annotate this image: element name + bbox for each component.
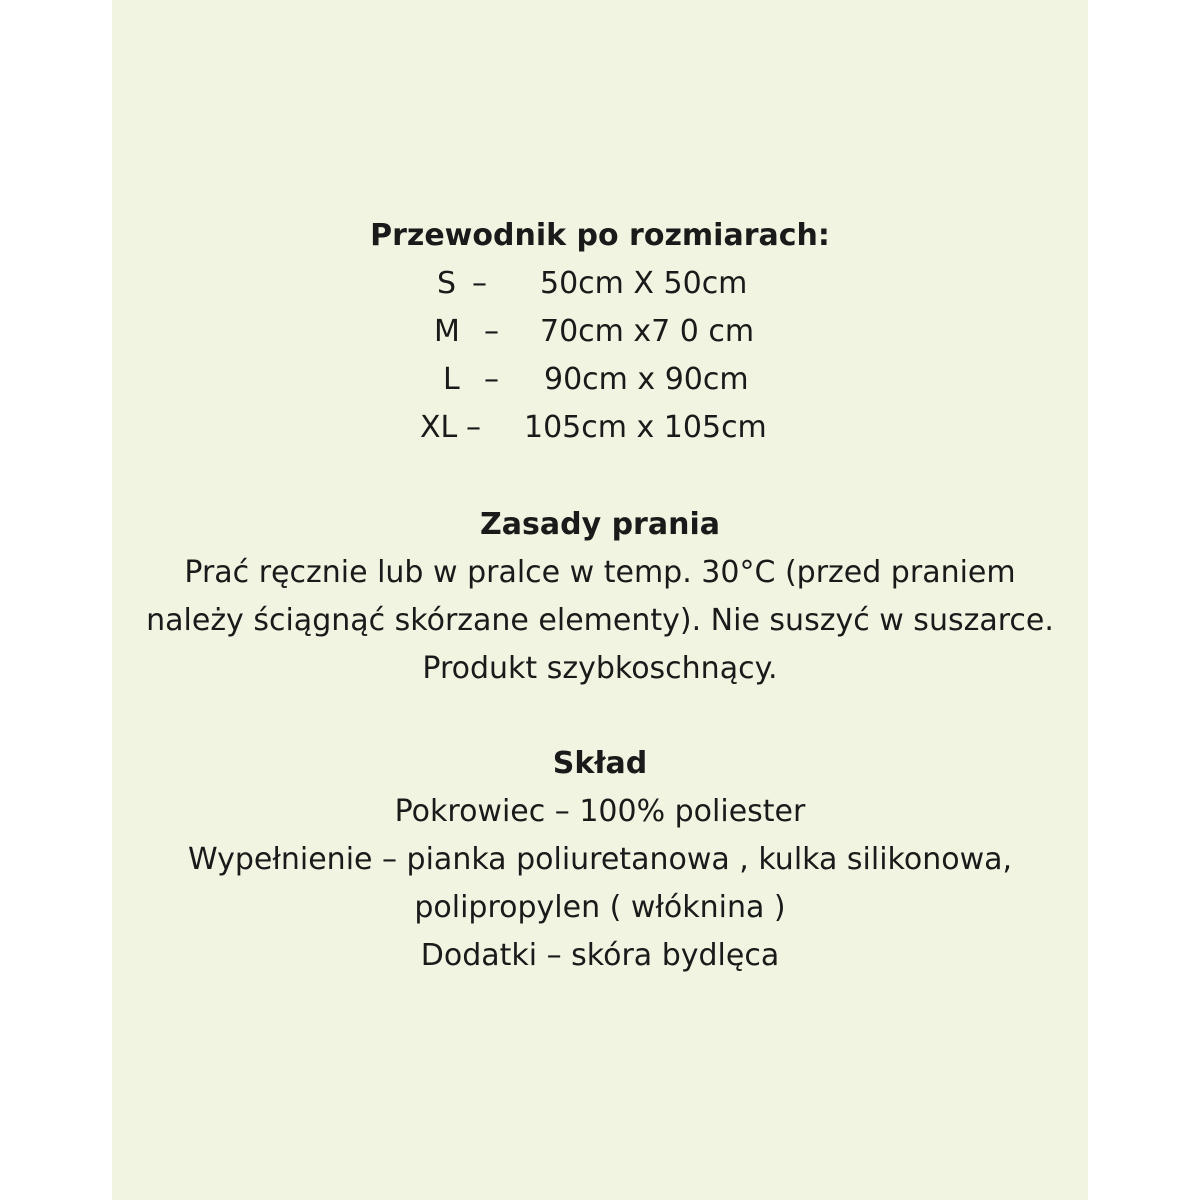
size-guide-heading: Przewodnik po rozmiarach: [370,218,830,253]
size-row-s [112,266,1088,302]
washing-line: należy ściągnąć skórzane elementy). Nie suszyć w suszarce. [146,603,1054,638]
size-row-m [112,314,1088,350]
size-dash: – [484,314,499,349]
size-dash: – [466,410,481,445]
composition-line: Dodatki – skóra bydlęca [420,938,780,973]
product-info-panel [112,0,1088,1200]
size-dimensions: 90cm x 90cm [544,362,749,397]
size-row-l [112,362,1088,398]
washing-line: Prać ręcznie lub w pralce w temp. 30°C (przed praniem [184,555,1016,590]
composition-line: Wypełnienie – pianka poliuretanowa , kulka silikonowa, [187,842,1013,877]
size-label: XL [420,410,458,445]
composition-line: Pokrowiec – 100% poliester [394,794,806,829]
size-dash: – [484,362,499,397]
composition-line: polipropylen ( włóknina ) [414,890,786,925]
size-label: L [443,362,460,397]
composition-heading: Skład [552,746,648,781]
size-dimensions: 70cm x7 0 cm [540,314,755,349]
size-label: S [437,266,457,301]
size-label: M [434,314,460,349]
size-dash: – [472,266,487,301]
size-row-xl [112,410,1088,446]
product-info-content [112,0,1088,1200]
washing-heading: Zasady prania [480,507,720,542]
size-dimensions: 50cm X 50cm [540,266,748,301]
washing-line: Produkt szybkoschnący. [422,651,778,686]
size-dimensions: 105cm x 105cm [524,410,767,445]
